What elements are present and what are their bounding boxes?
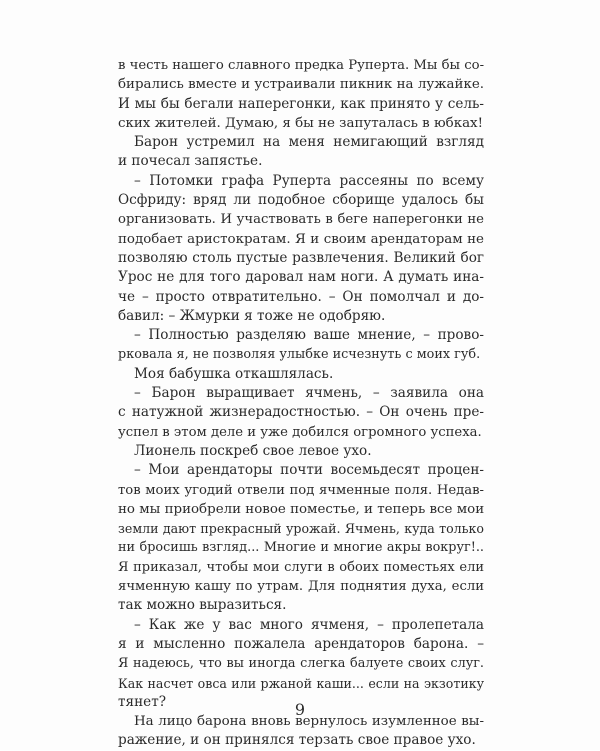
text-line: тянет? [118, 693, 167, 710]
text-line: в честь нашего славного предка Руперта. Мы бы со- [118, 58, 484, 73]
text-line: – Полностью разделяю ваше мнение, – прово- [134, 327, 484, 344]
text-line: Барон устремил на меня немигающий взгляд [134, 134, 484, 151]
text-line: Осфриду: вряд ли подобное сборище удалось бы [118, 192, 484, 209]
text-line: Моя бабушка откашлялась. [134, 365, 334, 382]
text-line: Урос не для того даровал нам ноги. А думать ина- [118, 269, 484, 286]
text-line: и почесал запястье. [118, 153, 263, 170]
text-line: ских жителей. Думаю, я бы не запуталась в юбках! [118, 115, 483, 131]
text-line: позволяю столь пустые развлечения. Великий бог [118, 249, 484, 266]
text-line: ражение, и он принялся терзать свое правое ухо. [118, 732, 476, 749]
text-line: организовать. И участвовать в беге наперегонки не [118, 212, 484, 228]
text-line: На лицо барона вновь вернулось изумленное вы- [134, 714, 484, 730]
text-line: Как насчет овса или ржаной каши... если на экзотику [118, 675, 484, 691]
text-line: подобает аристократам. Я и своим арендаторам не [118, 231, 484, 247]
text-line: – Мои арендаторы почти восемьдесят процен- [134, 462, 484, 479]
text-line: но мы приобрели новое поместье, и теперь все мои [118, 501, 484, 517]
text-line: Я приказал, чтобы мои слуги в обоих поместьях ели [118, 559, 484, 575]
text-line: рковала я, не позволяя улыбке исчезнуть с моих губ. [118, 347, 481, 363]
text-line: так можно выразиться. [118, 597, 287, 614]
text-line: с натужной жизнерадостностью. – Он очень пре- [118, 404, 484, 421]
text-line: ни бросишь взгляд... Многие и многие акры вокруг!.. [118, 540, 484, 556]
page-number: 9 [294, 700, 306, 719]
text-line: успел в этом деле и уже добился огромного успеха. [118, 424, 482, 440]
text-line: Лионель поскреб свое левое ухо. [134, 442, 372, 459]
text-line: тов моих угодий отвели под ячменные поля. Недав- [118, 482, 484, 498]
text-line: – Как же у вас много ячменя, – пролепетала [134, 616, 484, 633]
text-line: – Барон выращивает ячмень, – заявила она [134, 385, 484, 402]
text-line: Я надеюсь, что вы иногда слегка балуете своих слуг. [118, 656, 484, 672]
text-line: бавил: – Жмурки я тоже не одобряю. [118, 307, 386, 324]
text-line: я и мысленно пожалела арендаторов барона. – [118, 635, 484, 652]
text-line: земли дают прекрасный урожай. Ячмень, куда только [118, 521, 484, 537]
text-line: бирались вместе и устраивали пикник на лужайке. [118, 77, 484, 93]
text-line: – Потомки графа Руперта рассеяны по всему [134, 172, 484, 189]
text-line: че – просто отвратительно. – Он помолчал и до- [118, 288, 484, 305]
text-line: И мы бы бегали наперегонки, как принято у сель- [118, 95, 484, 112]
body-text [118, 56, 484, 751]
text-line: ячменную кашу по утрам. Для поднятия духа, если [118, 579, 484, 595]
